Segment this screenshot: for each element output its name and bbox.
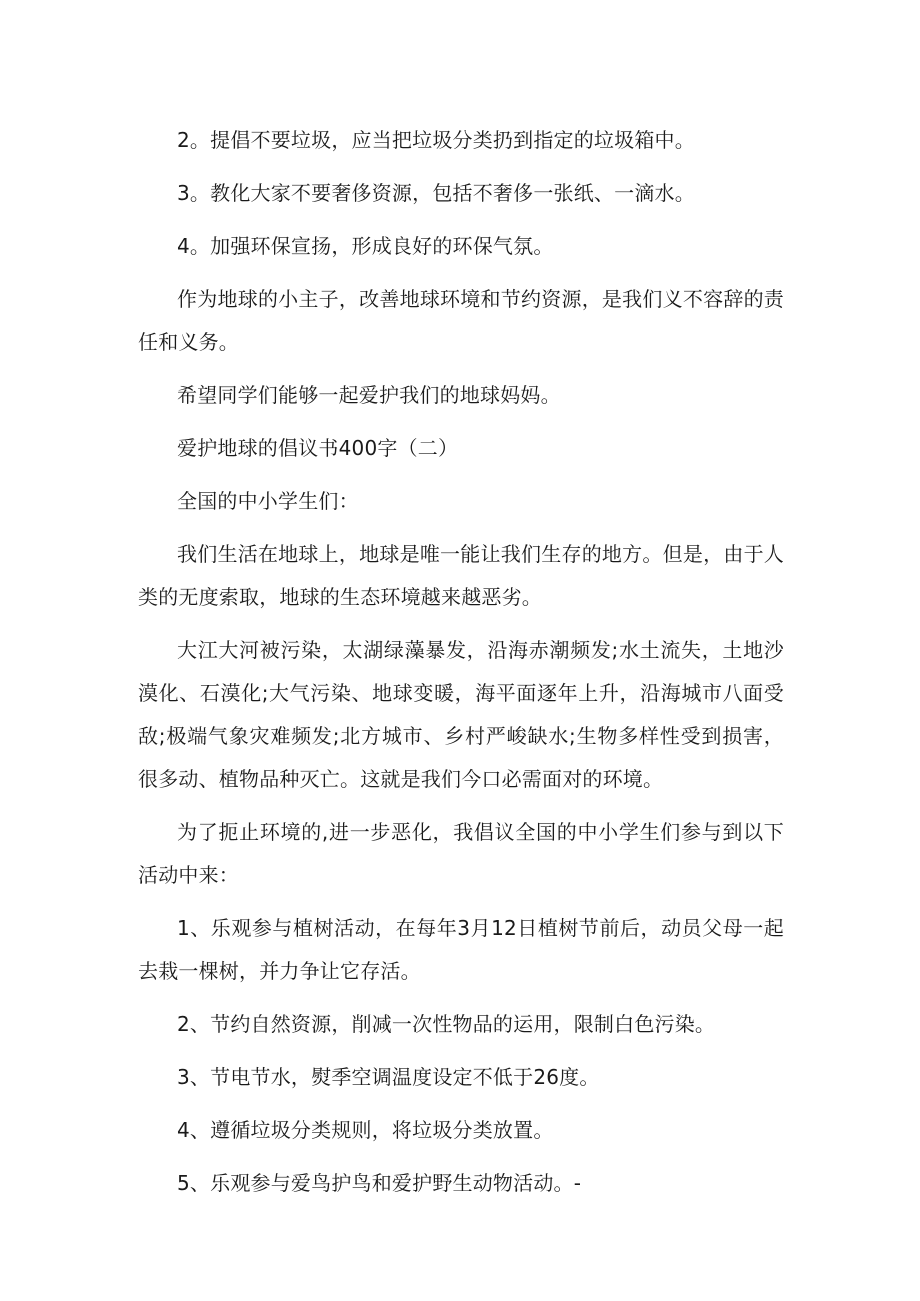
proposal-item-3: 3、节电节水，熨季空调温度设定不低于26度。 [177, 1065, 600, 1089]
list-item-3: 3。教化大家不要奢侈资源，包括不奢侈一张纸、一滴水。 [177, 181, 695, 205]
paragraph-proposal: 为了扼止环境的,进一步恶化，我倡议全国的中小学生们参与到以下活动中来： [138, 820, 784, 887]
proposal-item-4: 4、遵循垃圾分类规则，将垃圾分类放置。 [177, 1118, 554, 1142]
paragraph-intro: 我们生活在地球上，地球是唯一能让我们生存的地方。但是，由于人类的无度索取，地球的生态环境越来越恶劣。 [138, 542, 784, 609]
proposal-item-2: 2、节约自然资源，削减一次性物品的运用，限制白色污染。 [177, 1012, 716, 1036]
proposal-item-5: 5、乐观参与爱鸟护鸟和爱护野生动物活动。- [177, 1171, 582, 1195]
paragraph-responsibility: 作为地球的小主子，改善地球环境和节约资源，是我们义不容辞的责任和义务。 [138, 287, 784, 354]
paragraph-hope: 希望同学们能够一起爱护我们的地球妈妈。 [177, 383, 561, 407]
proposal-item-1: 1、乐观参与植树活动，在每年3月12日植树节前后，动员父母一起去栽一棵树，并力争让它存活。 [138, 916, 784, 983]
paragraph-problems: 大江大河被污染，太湖绿藻暴发，沿海赤潮频发;水土流失，土地沙漠化、石漠化;大气污染、地球变暖，海平面逐年上升，沿海城市八面受敌;极端气象灾难频发;北方城市、乡村严峻缺水;生物多样性受到损害，很多动、植物品种灭亡。这就是我们今口必需面对的环境。 [138, 638, 784, 791]
list-item-4: 4。加强环保宣扬，形成良好的环保气氛。 [177, 234, 554, 258]
document-body [138, 119, 784, 1215]
salutation: 全国的中小学生们： [177, 489, 359, 513]
section-title: 爱护地球的倡议书400字（二） [177, 436, 459, 460]
list-item-2: 2。提倡不要垃圾，应当把垃圾分类扔到指定的垃圾箱中。 [177, 128, 695, 152]
